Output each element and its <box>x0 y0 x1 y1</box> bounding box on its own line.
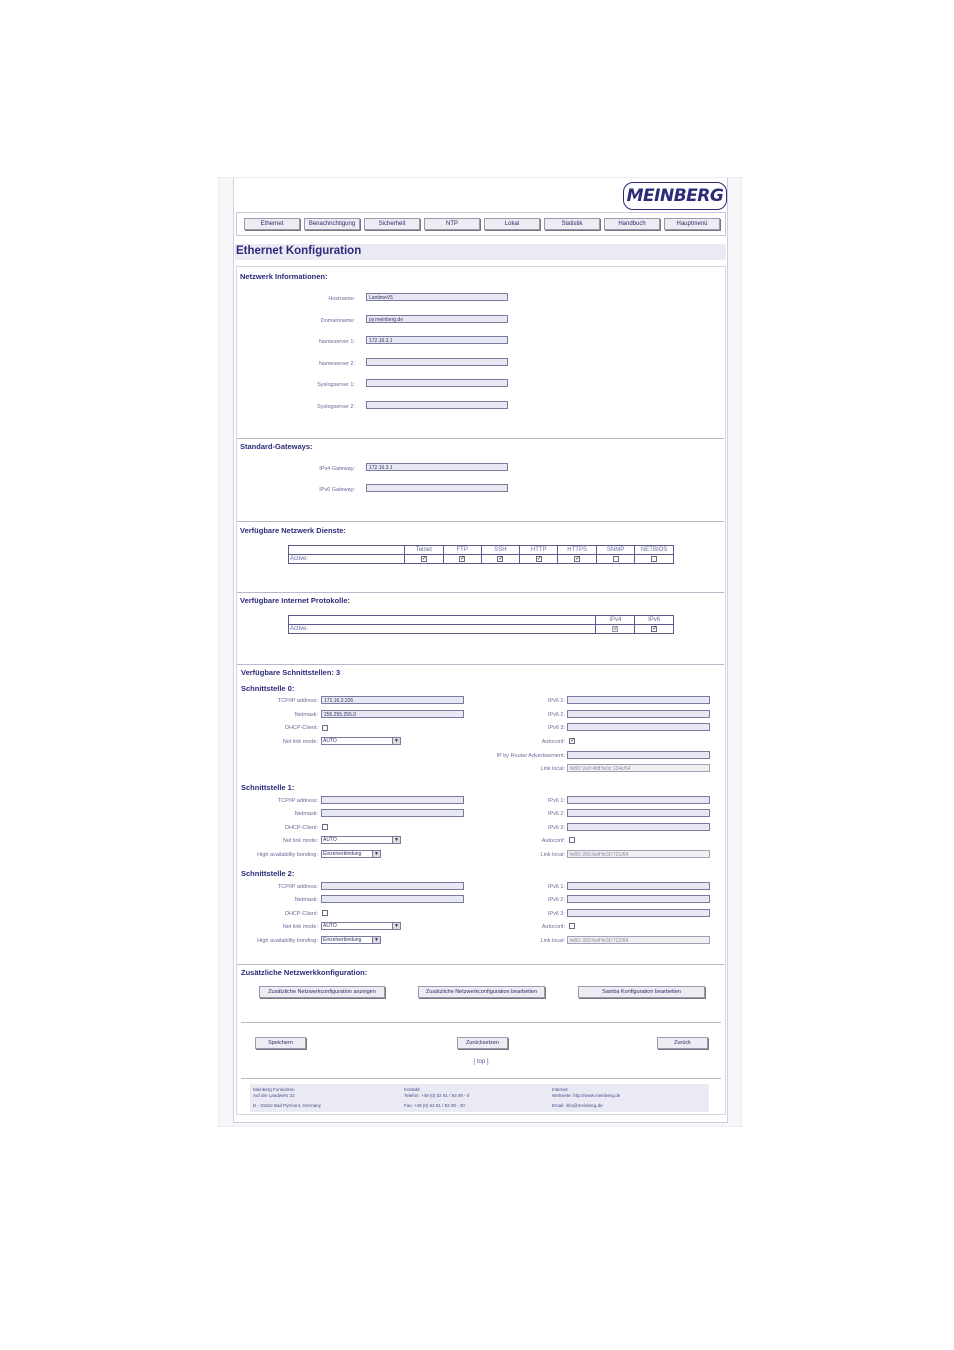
interface2-netlink-select[interactable]: AUTO ▼ <box>321 922 401 930</box>
table-row <box>289 555 674 564</box>
services-header-ssh: SSH <box>481 546 519 555</box>
table-row <box>289 546 674 555</box>
interface0-title: Schnittstelle 0: <box>241 684 295 693</box>
netlink-label: Net link mode: <box>282 924 318 930</box>
netbios-checkbox[interactable] <box>651 556 657 562</box>
footer-fax: Fax: +49 (0) 52 81 / 93 09 - 30 <box>404 1103 465 1108</box>
interface1-ipv6-3-input[interactable] <box>567 823 710 831</box>
ipv6-3-label: IPv6 3: <box>547 725 565 731</box>
divider <box>241 1022 721 1023</box>
divider <box>237 438 724 439</box>
footer-city: D - 31812 Bad Pyrmont, Germany <box>253 1103 322 1108</box>
nameserver2-label: Nameserver 2: <box>318 361 355 367</box>
tcpip-label: TCP/IP address: <box>277 798 318 804</box>
ipv6-2-label: IPv6 2: <box>547 897 565 903</box>
nav-sicherheit-button[interactable]: Sicherheit <box>364 218 420 230</box>
nav-ethernet-button[interactable]: Ethernet <box>244 218 300 230</box>
table-cell <box>520 555 558 564</box>
nav-hauptmenu-button[interactable]: Hauptmenü <box>664 218 720 230</box>
footer-email-link[interactable]: Email: info@meinberg.de <box>552 1103 603 1108</box>
dhcp-label: DHCP-Client: <box>284 911 318 917</box>
footer-company: Meinberg Funkuhren <box>253 1087 295 1092</box>
interface2-netmask-input[interactable] <box>321 895 464 903</box>
footer-street: Auf der Landwehr 22 <box>253 1093 295 1098</box>
interface1-ipv6-1-input[interactable] <box>567 796 710 804</box>
interface0-ipv6-1-input[interactable] <box>567 696 710 704</box>
bonding-label: High availability bonding: <box>257 938 318 944</box>
interface2-ipv6-2-input[interactable] <box>567 895 710 903</box>
interface0-netlink-select[interactable]: AUTO ▼ <box>321 737 401 745</box>
ipv6-gateway-label: IPv6 Gateway: <box>319 487 355 493</box>
link-local-label: Link local: <box>540 852 565 858</box>
table-row <box>289 625 674 634</box>
autoconf-label: Autoconf: <box>541 739 565 745</box>
services-table <box>288 545 674 564</box>
chevron-down-icon: ▼ <box>392 923 400 929</box>
ipv6-checkbox[interactable]: ✓ <box>652 626 658 632</box>
additional-config-title: Zusätzliche Netzwerkkonfiguration: <box>241 968 368 977</box>
http-checkbox[interactable]: ✓ <box>536 556 542 562</box>
services-active-label: Active: <box>289 555 405 564</box>
tcpip-label: TCP/IP address: <box>277 884 318 890</box>
footer-website-link[interactable]: Webseite: http://www.meinberg.de <box>552 1093 621 1098</box>
interfaces-title: Verfügbare Schnittstellen: 3 <box>241 668 341 677</box>
top-link[interactable]: [ top ] <box>473 1059 489 1065</box>
interface1-netlink-select[interactable]: AUTO ▼ <box>321 836 401 844</box>
syslogserver1-input[interactable] <box>366 379 508 387</box>
interface0-autoconf-checkbox[interactable]: ✓ <box>570 738 576 744</box>
interface1-ipv6-2-input[interactable] <box>567 809 710 817</box>
nameserver2-input[interactable] <box>366 358 508 366</box>
nav-ntp-button[interactable]: NTP <box>424 218 480 230</box>
divider <box>241 1078 721 1079</box>
nameserver1-input[interactable]: 172.16.3.1 <box>366 336 508 344</box>
services-header-telnet: Telnet <box>405 546 443 555</box>
ipv6-1-label: IPv6 1: <box>547 884 565 890</box>
table-cell <box>443 555 481 564</box>
interface2-bonding-select[interactable]: Einzelverbindung ▼ <box>321 936 381 944</box>
netmask-label: Netmask: <box>294 712 318 718</box>
chevron-down-icon: ▼ <box>372 937 380 943</box>
divider <box>237 592 724 593</box>
ipv6-1-label: IPv6 1: <box>547 798 565 804</box>
interface2-ipv6-1-input[interactable] <box>567 882 710 890</box>
table-cell <box>558 555 596 564</box>
show-additional-config-button[interactable]: Zusätzliche Netzwerkconfiguration anzeigen <box>259 986 385 998</box>
services-header-ftp: FTP <box>443 546 481 555</box>
domainname-input[interactable]: py.meinberg.de <box>366 315 508 323</box>
interface2-dhcp-checkbox[interactable] <box>322 910 328 916</box>
autoconf-label: Autoconf: <box>541 838 565 844</box>
nav-statistik-button[interactable]: Statistik <box>544 218 600 230</box>
table-cell <box>596 555 634 564</box>
interface1-autoconf-checkbox[interactable] <box>569 837 575 843</box>
footer <box>250 1084 709 1112</box>
telnet-checkbox[interactable]: ✓ <box>421 556 427 562</box>
interface2-ipv6-3-input[interactable] <box>567 909 710 917</box>
nameserver1-label: Nameserver 1: <box>318 339 355 345</box>
ipv6-gateway-input[interactable] <box>366 484 508 492</box>
page-title: Ethernet Konfiguration <box>236 245 362 257</box>
chevron-down-icon: ▼ <box>392 837 400 843</box>
footer-contact-label: Kontakt: <box>404 1087 421 1092</box>
netmask-label: Netmask: <box>294 897 318 903</box>
services-header-snmp: SNMP <box>596 546 634 555</box>
page-title-bar <box>235 244 726 260</box>
snmp-checkbox[interactable] <box>613 556 619 562</box>
interface0-dhcp-checkbox[interactable] <box>322 725 328 731</box>
interface1-title: Schnittstelle 1: <box>241 783 295 792</box>
netlink-label: Net link mode: <box>282 739 318 745</box>
gateways-title: Standard-Gateways: <box>240 442 313 451</box>
interface0-netmask-input[interactable]: 255.255.255.0 <box>321 710 464 718</box>
autoconf-label: Autoconf: <box>541 924 565 930</box>
services-header-netbios: NETBIOS <box>635 546 674 555</box>
chevron-down-icon: ▼ <box>392 738 400 744</box>
protocols-table <box>288 615 674 634</box>
nav-handbuch-button[interactable]: Handbuch <box>604 218 660 230</box>
network-info-title: Netzwerk Informationen: <box>240 272 328 281</box>
interface2-title: Schnittstelle 2: <box>241 869 295 878</box>
hostname-label: Hostname: <box>328 296 355 302</box>
divider <box>237 664 724 665</box>
footer-phone: Telefon: +49 (0) 52 81 / 93 09 - 0 <box>404 1093 470 1098</box>
protocols-header-ipv4: IPv4 <box>596 616 635 625</box>
protocols-active-label: Active: <box>289 625 596 634</box>
ipv6-2-label: IPv6 2: <box>547 811 565 817</box>
interface0-link-local-input: fe80::2e0:4bff:fe0c:134c/64 <box>567 764 710 772</box>
table-row <box>289 616 674 625</box>
interface1-bonding-select[interactable]: Einzelverbindung ▼ <box>321 850 381 858</box>
interface1-tcpip-input[interactable] <box>321 796 464 804</box>
bonding-label: High availability bonding: <box>257 852 318 858</box>
domainname-label: Domainname: <box>320 318 355 324</box>
interface2-link-local-input: fe80::260:6eff:fe30:722/64 <box>567 936 710 944</box>
dhcp-label: DHCP-Client: <box>284 725 318 731</box>
web-page <box>233 178 728 1123</box>
footer-internet-label: Internet: <box>552 1087 569 1092</box>
interface0-router-adv-input[interactable] <box>567 751 710 759</box>
reset-button[interactable]: Zurücksetzen <box>457 1037 508 1049</box>
hostname-input[interactable]: LantimeV5 <box>366 293 508 301</box>
ipv4-checkbox[interactable]: ✓ <box>613 626 619 632</box>
syslogserver2-input[interactable] <box>366 401 508 409</box>
interface1-dhcp-checkbox[interactable] <box>322 824 328 830</box>
interface1-link-local-input: fe80::260:6eff:fe30:721/64 <box>567 850 710 858</box>
back-button[interactable]: Zurück <box>657 1037 708 1049</box>
table-cell <box>635 555 674 564</box>
ipv6-2-label: IPv6 2: <box>547 712 565 718</box>
table-cell <box>596 625 635 634</box>
services-header-http: HTTP <box>520 546 558 555</box>
table-cell <box>405 555 443 564</box>
ipv6-3-label: IPv6 3: <box>547 911 565 917</box>
meinberg-logo: MEINBERG <box>623 182 727 210</box>
services-header-https: HTTPS <box>558 546 596 555</box>
content-panel <box>236 266 726 1115</box>
interface0-tcpip-input[interactable]: 172.16.3.226 <box>321 696 464 704</box>
netlink-label: Net link mode: <box>282 838 318 844</box>
interface0-ipv6-2-input[interactable] <box>567 710 710 718</box>
ipv6-3-label: IPv6 3: <box>547 825 565 831</box>
interface0-ipv6-3-input[interactable] <box>567 723 710 731</box>
interface2-tcpip-input[interactable] <box>321 882 464 890</box>
interface2-autoconf-checkbox[interactable] <box>569 923 575 929</box>
nav-benachrichtigung-button[interactable]: Benachrichtigung <box>304 218 360 230</box>
netmask-label: Netmask: <box>294 811 318 817</box>
edit-additional-config-button[interactable]: Zusätzliche Netzwerkconfiguration bearbeiten <box>418 986 545 998</box>
ipv4-gateway-label: IPv4 Gateway: <box>319 466 355 472</box>
nav-lokal-button[interactable]: Lokal <box>484 218 540 230</box>
divider <box>237 521 724 522</box>
table-cell <box>481 555 519 564</box>
syslogserver2-label: Syslogserver 2: <box>317 404 355 410</box>
services-title: Verfügbare Netzwerk Dienste: <box>240 526 346 535</box>
ftp-checkbox[interactable]: ✓ <box>460 556 466 562</box>
save-button[interactable]: Speichern <box>255 1037 306 1049</box>
syslogserver1-label: Syslogserver 1: <box>317 382 355 388</box>
divider <box>237 964 724 965</box>
https-checkbox[interactable]: ✓ <box>575 556 581 562</box>
dhcp-label: DHCP-Client: <box>284 825 318 831</box>
edit-samba-config-button[interactable]: Samba Konfiguration bearbeiten <box>578 986 705 998</box>
link-local-label: Link local: <box>540 938 565 944</box>
table-cell <box>635 625 674 634</box>
link-local-label: Link local: <box>540 766 565 772</box>
ipv6-1-label: IPv6 1: <box>547 698 565 704</box>
ipv4-gateway-input[interactable]: 172.16.3.1 <box>366 463 508 471</box>
interface1-netmask-input[interactable] <box>321 809 464 817</box>
tcpip-label: TCP/IP address: <box>277 698 318 704</box>
table-header-cell <box>289 616 596 625</box>
protocols-header-ipv6: IPv6 <box>635 616 674 625</box>
router-adv-label: IP by Router Advertisement: <box>496 753 565 759</box>
protocols-title: Verfügbare Internet Protokolle: <box>240 596 351 605</box>
chevron-down-icon: ▼ <box>372 851 380 857</box>
nav-bar <box>236 212 726 236</box>
ssh-checkbox[interactable]: ✓ <box>498 556 504 562</box>
table-header-cell <box>289 546 405 555</box>
